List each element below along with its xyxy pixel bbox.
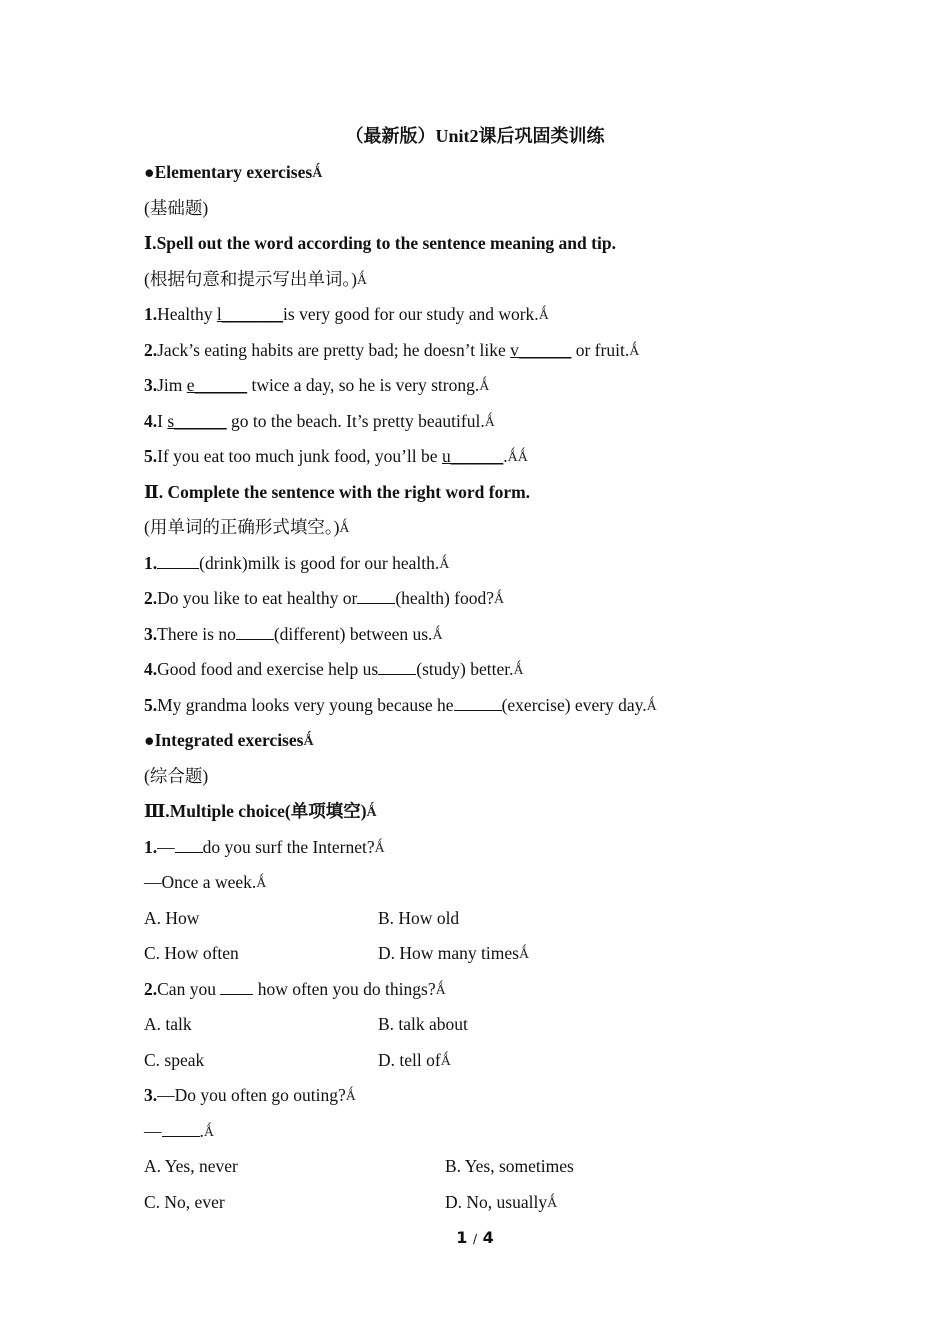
part2-heading: Ⅱ. Complete the sentence with the right word form. (144, 482, 531, 502)
option-a: A. talk (144, 1014, 192, 1034)
option-c: C. How often (144, 943, 239, 963)
option-d: D. tell ofǺ (378, 1050, 451, 1070)
question-item: 3.There is no (different) between us.Ǻ (144, 624, 443, 644)
hint-blank: u______ (441, 446, 504, 466)
part1-instruction: (根据句意和提示写出单词。)Ǻ (144, 269, 368, 289)
page-title: （最新版）Unit2课后巩固类训练 (345, 126, 605, 146)
question-item: 5.If you eat too much junk food, you’ll be u______.ǺǺ (144, 446, 528, 466)
question-item: 3.Jim e______ twice a day, so he is very strong.Ǻ (144, 375, 490, 395)
option-c: C. speak (144, 1050, 205, 1070)
option-a: A. How (144, 908, 200, 928)
answer-blank (236, 622, 274, 640)
question-item: 2.Can you how often you do things?Ǻ (144, 979, 446, 999)
hint-blank: e______ (186, 375, 248, 395)
question-answer-line: — .Ǻ (144, 1121, 214, 1141)
question-item: 3.—Do you often go outing?Ǻ (144, 1085, 356, 1105)
hint-blank: s______ (167, 411, 227, 431)
section-heading-elementary: ●Elementary exercisesǺ (144, 162, 323, 182)
page-number: 1 / 4 (456, 1228, 494, 1247)
option-c: C. No, ever (144, 1192, 225, 1212)
section-subtitle-elementary: (基础题) (144, 198, 209, 218)
option-b: B. How old (378, 908, 460, 928)
question-item: 2.Do you like to eat healthy or (health) food?Ǻ (144, 588, 505, 608)
part2-instruction: (用单词的正确形式填空。)Ǻ (144, 517, 350, 537)
answer-blank (378, 657, 416, 675)
answer-blank (157, 551, 199, 569)
answer-blank (175, 835, 203, 853)
hint-blank: l_______ (216, 304, 284, 324)
option-a: A. Yes, never (144, 1156, 238, 1176)
question-item: 4.Good food and exercise help us (study) better.Ǻ (144, 659, 524, 679)
answer-blank (454, 693, 502, 711)
option-b: B. Yes, sometimes (445, 1156, 574, 1176)
part1-heading: Ⅰ.Spell out the word according to the sentence meaning and tip. (144, 233, 616, 253)
section-heading-integrated: ●Integrated exercisesǺ (144, 730, 314, 750)
question-answer-line: —Once a week.Ǻ (144, 872, 267, 892)
option-d: D. How many timesǺ (378, 943, 530, 963)
part3-heading: Ⅲ.Multiple choice(单项填空)Ǻ (144, 801, 377, 821)
question-item: 5.My grandma looks very young because he (exercise) every day.Ǻ (144, 695, 657, 715)
option-d: D. No, usuallyǺ (445, 1192, 558, 1212)
question-item: 1. (drink)milk is good for our health.Ǻ (144, 553, 450, 573)
question-item: 4.I s______ go to the beach. It’s pretty beautiful.Ǻ (144, 411, 495, 431)
answer-blank (162, 1119, 200, 1137)
section-subtitle-integrated: (综合题) (144, 766, 209, 786)
question-item: 2.Jack’s eating habits are pretty bad; he doesn’t like v______ or fruit.Ǻ (144, 340, 640, 360)
hint-blank: v______ (510, 340, 572, 360)
answer-blank (220, 977, 253, 995)
answer-blank (357, 586, 395, 604)
paragraph-mark: Ǻ (312, 166, 323, 181)
question-item: 1.— do you surf the Internet?Ǻ (144, 837, 385, 857)
question-item: 1.Healthy l_______is very good for our study and work.Ǻ (144, 304, 549, 324)
option-b: B. talk about (378, 1014, 468, 1034)
